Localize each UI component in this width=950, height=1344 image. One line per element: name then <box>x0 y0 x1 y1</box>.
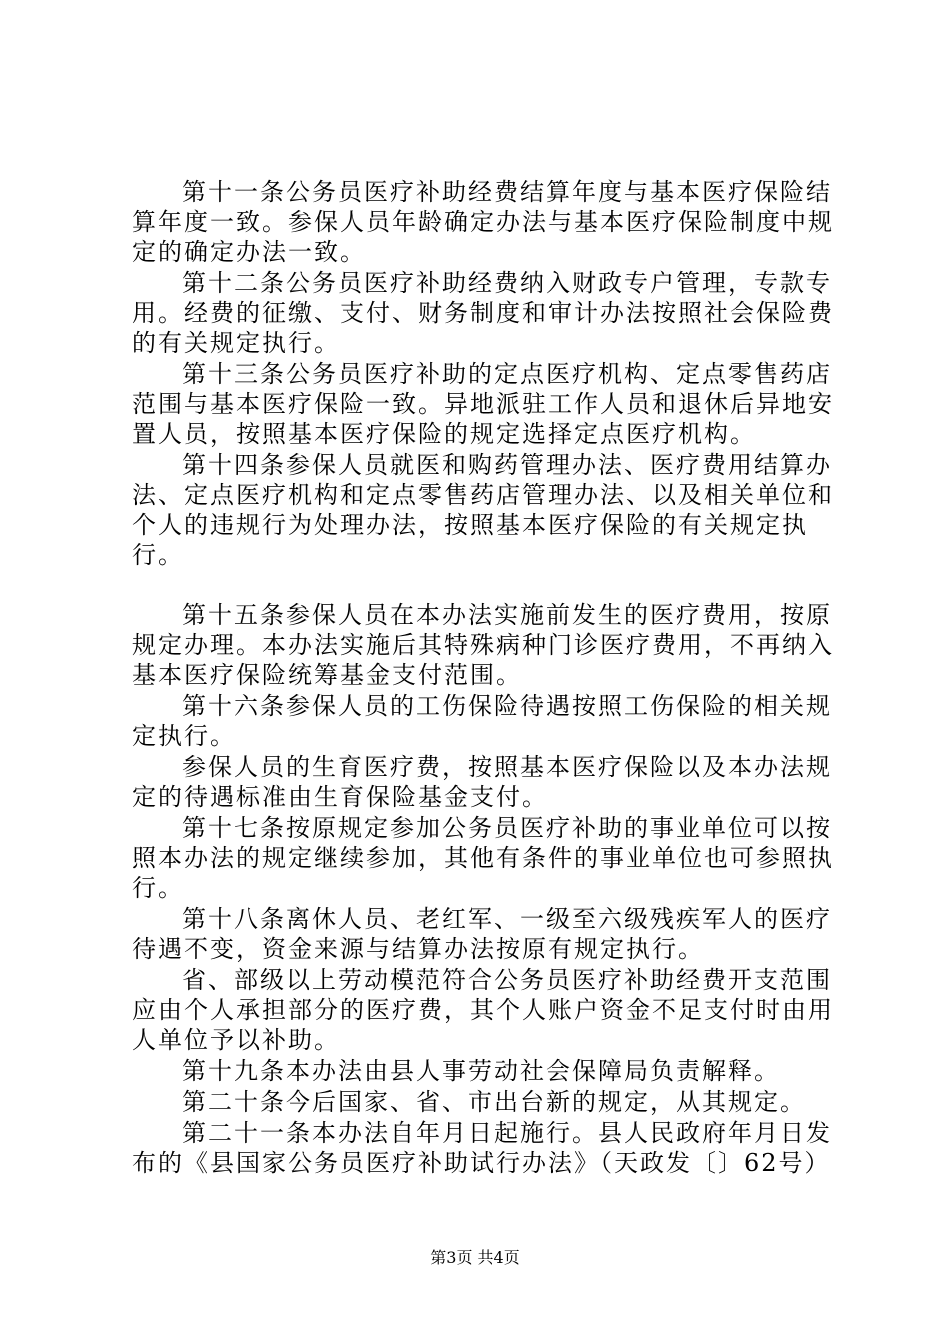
paragraph-model-workers: 省、部级以上劳动模范符合公务员医疗补助经费开支范围应由个人承担部分的医疗费，其个人账户资金不足支付时由用人单位予以补助。 <box>132 966 834 1054</box>
document-body <box>132 177 852 1179</box>
paragraph-article-16: 第十六条参保人员的工伤保险待遇按照工伤保险的相关规定执行。 <box>132 692 832 750</box>
paragraph-article-21: 第二十一条本办法自年月日起施行。县人民政府年月日发布的《县国家公务员医疗补助试行办法》（天政发〔〕62号） <box>132 1119 832 1177</box>
paragraph-article-15: 第十五条参保人员在本办法实施前发生的医疗费用，按原规定办理。本办法实施后其特殊病种门诊医疗费用，不再纳入基本医疗保险统筹基金支付范围。 <box>132 601 834 689</box>
paragraph-article-19: 第十九条本办法由县人事劳动社会保障局负责解释。 <box>182 1057 780 1085</box>
paragraph-article-17: 第十七条按原规定参加公务员医疗补助的事业单位可以按照本办法的规定继续参加，其他有条件的事业单位也可参照执行。 <box>132 814 834 902</box>
paragraph-maternity: 参保人员的生育医疗费，按照基本医疗保险以及本办法规定的待遇标准由生育保险基金支付。 <box>132 753 832 811</box>
page-number-footer: 第3页 共4页 <box>430 1248 520 1267</box>
paragraph-article-20: 第二十条今后国家、省、市出台新的规定，从其规定。 <box>182 1088 806 1116</box>
paragraph-article-14: 第十四条参保人员就医和购药管理办法、医疗费用结算办法、定点医疗机构和定点零售药店管理办法、以及相关单位和个人的违规行为处理办法，按照基本医疗保险的有关规定执行。 <box>132 451 834 569</box>
paragraph-article-11: 第十一条公务员医疗补助经费结算年度与基本医疗保险结算年度一致。参保人员年龄确定办法与基本医疗保险制度中规定的确定办法一致。 <box>132 178 834 266</box>
paragraph-article-13: 第十三条公务员医疗补助的定点医疗机构、定点零售药店范围与基本医疗保险一致。异地派驻工作人员和退休后异地安置人员，按照基本医疗保险的规定选择定点医疗机构。 <box>132 360 834 448</box>
paragraph-article-12: 第十二条公务员医疗补助经费纳入财政专户管理，专款专用。经费的征缴、支付、财务制度和审计办法按照社会保险费的有关规定执行。 <box>132 269 834 357</box>
paragraph-article-18: 第十八条离休人员、老红军、一级至六级残疾军人的医疗待遇不变，资金来源与结算办法按原有规定执行。 <box>132 905 832 963</box>
